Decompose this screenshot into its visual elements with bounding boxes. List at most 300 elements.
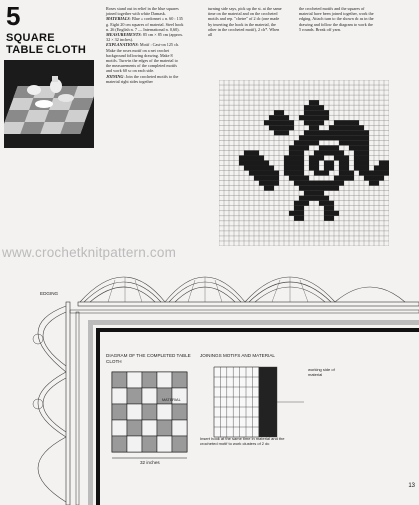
- filled-cell: [284, 155, 289, 160]
- filled-cell: [354, 160, 359, 165]
- filled-cell: [359, 130, 364, 135]
- filled-cell: [304, 130, 309, 135]
- filled-cell: [324, 181, 329, 186]
- filled-cell: [339, 155, 344, 160]
- filled-cell: [344, 120, 349, 125]
- filled-cell: [309, 135, 314, 140]
- filled-cell: [314, 171, 319, 176]
- filled-cell: [304, 191, 309, 196]
- tablecloth-square: [142, 404, 157, 420]
- filled-cell: [264, 171, 269, 176]
- tablecloth-square: [157, 436, 172, 452]
- filled-cell: [339, 181, 344, 186]
- filled-cell: [339, 120, 344, 125]
- filled-cell: [304, 140, 309, 145]
- filled-cell: [299, 150, 304, 155]
- filled-cell: [359, 145, 364, 150]
- filled-cell: [299, 196, 304, 201]
- filled-cell: [374, 166, 379, 171]
- filled-cell: [299, 216, 304, 221]
- filled-cell: [269, 166, 274, 171]
- filled-cell: [339, 160, 344, 165]
- filled-cell: [309, 115, 314, 120]
- filled-cell: [359, 166, 364, 171]
- filled-cell: [324, 160, 329, 165]
- filled-cell: [309, 186, 314, 191]
- completed-diagram-label: DIAGRAM OF THE COMPLETED TABLE CLOTH: [106, 353, 191, 364]
- filled-cell: [384, 166, 389, 171]
- filled-cell: [294, 166, 299, 171]
- filled-cell: [349, 140, 354, 145]
- filled-cell: [289, 160, 294, 165]
- filled-cell: [344, 140, 349, 145]
- filled-cell: [299, 176, 304, 181]
- tablecloth-square: [112, 372, 127, 388]
- filled-cell: [329, 150, 334, 155]
- filled-cell: [259, 176, 264, 181]
- filled-cell: [294, 171, 299, 176]
- filled-cell: [274, 130, 279, 135]
- filled-cell: [259, 181, 264, 186]
- filled-cell: [284, 160, 289, 165]
- filled-cell: [269, 120, 274, 125]
- instructions-column-2: turning side says, pick up the st. at the same time on the material and on the crocheted motifs and rep. "chetre" of 2 dc (one made by inserting the hook in the material, the other in the crocheted motif), 2 ch*. When all: [208, 6, 282, 38]
- filled-cell: [379, 160, 384, 165]
- material-label: MATERIAL: [162, 398, 181, 402]
- filled-cell: [309, 125, 314, 130]
- filled-cell: [359, 150, 364, 155]
- filled-cell: [369, 171, 374, 176]
- filled-cell: [334, 120, 339, 125]
- filled-cell: [314, 100, 319, 105]
- filled-cell: [309, 130, 314, 135]
- filled-cell: [349, 130, 354, 135]
- filled-cell: [309, 166, 314, 171]
- filled-cell: [264, 186, 269, 191]
- filled-cell: [344, 166, 349, 171]
- filled-cell: [294, 155, 299, 160]
- tablecloth-square: [127, 388, 142, 404]
- filled-cell: [314, 181, 319, 186]
- filled-cell: [284, 166, 289, 171]
- filled-cell: [249, 150, 254, 155]
- filled-cell: [354, 145, 359, 150]
- filled-cell: [354, 130, 359, 135]
- filled-cell: [304, 115, 309, 120]
- filled-cell: [344, 155, 349, 160]
- tablecloth-square: [127, 404, 142, 420]
- filled-cell: [334, 181, 339, 186]
- watermark: www.crochetknitpattern.com: [2, 245, 177, 260]
- filled-cell: [344, 135, 349, 140]
- joining-text: : Join the crocheted motifs to the material right sides together: [106, 73, 179, 84]
- filled-cell: [364, 145, 369, 150]
- filled-cell: [324, 201, 329, 206]
- filled-cell: [294, 206, 299, 211]
- filled-cell: [339, 140, 344, 145]
- filled-cell: [364, 130, 369, 135]
- filled-cell: [349, 176, 354, 181]
- filled-cell: [259, 166, 264, 171]
- photo-illustration: [4, 60, 94, 148]
- filled-cell: [349, 125, 354, 130]
- filled-cell: [254, 150, 259, 155]
- title-line-1: SQUARE: [6, 32, 55, 44]
- filled-cell: [339, 130, 344, 135]
- filled-cell: [354, 150, 359, 155]
- filled-cell: [289, 150, 294, 155]
- filled-cell: [364, 140, 369, 145]
- filled-cell: [379, 176, 384, 181]
- filled-cell: [359, 155, 364, 160]
- filled-cell: [309, 140, 314, 145]
- filled-cell: [309, 155, 314, 160]
- filled-cell: [264, 120, 269, 125]
- tablecloth-square: [127, 436, 142, 452]
- filled-cell: [324, 166, 329, 171]
- filled-cell: [239, 155, 244, 160]
- filled-cell: [324, 110, 329, 115]
- filled-cell: [324, 196, 329, 201]
- filled-cell: [304, 120, 309, 125]
- tablecloth-square: [142, 420, 157, 436]
- filled-cell: [349, 145, 354, 150]
- filled-cell: [304, 176, 309, 181]
- filled-cell: [364, 160, 369, 165]
- filled-cell: [379, 166, 384, 171]
- filled-cell: [284, 115, 289, 120]
- filled-cell: [339, 176, 344, 181]
- filled-cell: [329, 166, 334, 171]
- filled-cell: [274, 125, 279, 130]
- filled-cell: [364, 166, 369, 171]
- rose-filet-chart: [219, 80, 389, 246]
- filled-cell: [324, 115, 329, 120]
- filled-cell: [319, 181, 324, 186]
- filled-cell: [324, 130, 329, 135]
- filled-cell: [254, 166, 259, 171]
- filled-cell: [279, 120, 284, 125]
- filled-cell: [294, 176, 299, 181]
- filled-cell: [309, 120, 314, 125]
- filled-cell: [289, 145, 294, 150]
- filled-cell: [334, 211, 339, 216]
- filled-cell: [354, 166, 359, 171]
- insert-note: Insert hook at the same time in material and the crocheted motif to work clusters of 2 dc: [200, 436, 285, 446]
- filled-cell: [324, 186, 329, 191]
- filled-cell: [269, 186, 274, 191]
- filled-cell: [264, 160, 269, 165]
- filled-cell: [294, 216, 299, 221]
- filled-cell: [349, 135, 354, 140]
- filled-cell: [324, 216, 329, 221]
- filled-cell: [319, 186, 324, 191]
- filled-cell: [294, 181, 299, 186]
- filled-cell: [329, 211, 334, 216]
- filled-cell: [309, 160, 314, 165]
- filled-cell: [294, 211, 299, 216]
- filled-cell: [374, 176, 379, 181]
- filled-cell: [299, 135, 304, 140]
- filled-cell: [299, 155, 304, 160]
- tablecloth-square: [172, 372, 187, 388]
- filled-cell: [319, 171, 324, 176]
- filled-cell: [304, 110, 309, 115]
- tablecloth-square: [172, 436, 187, 452]
- filled-cell: [359, 160, 364, 165]
- filled-cell: [294, 201, 299, 206]
- filled-cell: [339, 150, 344, 155]
- tablecloth-square: [157, 372, 172, 388]
- joinings-label: JOININGS MOTIFS AND MATERIAL: [200, 353, 275, 358]
- tablecloth-square: [112, 388, 127, 404]
- filled-cell: [289, 120, 294, 125]
- filled-cell: [329, 145, 334, 150]
- filled-cell: [304, 135, 309, 140]
- filled-cell: [244, 150, 249, 155]
- filled-cell: [319, 115, 324, 120]
- filled-cell: [334, 125, 339, 130]
- filled-cell: [329, 181, 334, 186]
- filled-cell: [314, 115, 319, 120]
- filled-cell: [304, 145, 309, 150]
- title-line-2: TABLE CLOTH: [6, 44, 87, 56]
- tablecloth-square: [127, 372, 142, 388]
- filled-cell: [319, 105, 324, 110]
- filled-cell: [299, 186, 304, 191]
- filled-cell: [299, 201, 304, 206]
- filled-cell: [269, 181, 274, 186]
- filled-cell: [324, 135, 329, 140]
- filled-cell: [309, 110, 314, 115]
- filled-cell: [294, 145, 299, 150]
- materials-text: : Blue « cordonnet » n. 60 : 135 g. Eight 20 cm squares of material. Steel hook n. 26 (English n. 7 — International n. 0,60).: [106, 16, 184, 32]
- filled-cell: [319, 135, 324, 140]
- materials-heading: MATERIALS: [106, 16, 130, 22]
- filled-cell: [324, 171, 329, 176]
- tablecloth-square: [172, 404, 187, 420]
- measurements-heading: MEASUREMENTS: [106, 32, 141, 38]
- filled-cell: [299, 145, 304, 150]
- filled-cell: [354, 140, 359, 145]
- filled-cell: [334, 186, 339, 191]
- filled-cell: [279, 110, 284, 115]
- filled-cell: [274, 120, 279, 125]
- filled-cell: [334, 135, 339, 140]
- filled-cell: [359, 135, 364, 140]
- tablecloth-square: [142, 372, 157, 388]
- filled-cell: [359, 140, 364, 145]
- pattern-number: 5: [6, 1, 21, 31]
- filled-cell: [329, 135, 334, 140]
- filled-cell: [314, 105, 319, 110]
- filled-cell: [329, 130, 334, 135]
- filled-cell: [254, 155, 259, 160]
- filled-cell: [329, 216, 334, 221]
- filled-cell: [374, 181, 379, 186]
- filled-cell: [249, 166, 254, 171]
- filled-cell: [314, 120, 319, 125]
- filled-cell: [344, 125, 349, 130]
- filled-cell: [284, 120, 289, 125]
- filled-cell: [274, 115, 279, 120]
- tablecloth-square: [112, 436, 127, 452]
- filled-cell: [314, 135, 319, 140]
- filled-cell: [354, 135, 359, 140]
- filled-cell: [264, 181, 269, 186]
- filled-cell: [289, 125, 294, 130]
- filled-cell: [314, 186, 319, 191]
- filled-cell: [354, 155, 359, 160]
- filled-cell: [339, 166, 344, 171]
- filled-cell: [349, 120, 354, 125]
- tablecloth-square: [112, 420, 127, 436]
- filled-cell: [364, 135, 369, 140]
- filled-cell: [314, 196, 319, 201]
- filled-cell: [284, 125, 289, 130]
- filled-cell: [319, 150, 324, 155]
- filled-cell: [289, 155, 294, 160]
- filled-cell: [294, 140, 299, 145]
- filled-cell: [319, 196, 324, 201]
- filled-cell: [294, 160, 299, 165]
- filled-cell: [299, 166, 304, 171]
- filled-cell: [254, 160, 259, 165]
- filled-cell: [364, 171, 369, 176]
- filled-cell: [289, 171, 294, 176]
- filled-cell: [254, 171, 259, 176]
- filled-cell: [349, 171, 354, 176]
- filled-cell: [369, 176, 374, 181]
- working-side-note: working side of material: [308, 367, 335, 377]
- tablecloth-square: [157, 404, 172, 420]
- filled-cell: [249, 160, 254, 165]
- filled-cell: [269, 115, 274, 120]
- filled-cell: [304, 105, 309, 110]
- tablecloth-square: [142, 388, 157, 404]
- filled-cell: [279, 125, 284, 130]
- filled-cell: [329, 186, 334, 191]
- tablecloth-square: [142, 436, 157, 452]
- filled-cell: [314, 125, 319, 130]
- filled-cell: [244, 160, 249, 165]
- filled-cell: [334, 176, 339, 181]
- filled-cell: [294, 150, 299, 155]
- filled-cell: [334, 130, 339, 135]
- filled-cell: [319, 201, 324, 206]
- filled-cell: [304, 186, 309, 191]
- filled-cell: [314, 191, 319, 196]
- filled-cell: [239, 160, 244, 165]
- filled-cell: [369, 181, 374, 186]
- filled-cell: [329, 206, 334, 211]
- tablecloth-square: [127, 420, 142, 436]
- filled-cell: [319, 155, 324, 160]
- edging-diagram: [0, 262, 419, 505]
- instructions-column-1: [106, 6, 184, 84]
- filled-cell: [274, 171, 279, 176]
- tablecloth-square: [172, 420, 187, 436]
- filled-cell: [379, 171, 384, 176]
- filled-cell: [339, 171, 344, 176]
- filled-cell: [289, 211, 294, 216]
- measurements-text: : 85 cm × 85 cm (approx. 32 × 32 inches).: [106, 32, 184, 43]
- filled-cell: [289, 166, 294, 171]
- filled-cell: [269, 171, 274, 176]
- filled-cell: [364, 155, 369, 160]
- filled-cell: [299, 206, 304, 211]
- filled-cell: [344, 176, 349, 181]
- filled-cell: [304, 196, 309, 201]
- filled-cell: [314, 150, 319, 155]
- filled-cell: [244, 155, 249, 160]
- folio: 13: [408, 483, 415, 489]
- instructions-column-3: the crocheted motifs and the squares of material have been joined together, work the edging. Attach turn to the shown dc as in the drawing and follow the diagram to work the 5 rounds. Break off yarn.: [299, 6, 374, 32]
- explanations-text: : Motif : Cast-on 125 ch. Make the roses motif on a net crochet background following drawing. Make 8 motifs. Turn-in the edges of the material to the measurements of the completed motifs and work 60 sc on each side.: [106, 42, 180, 74]
- filled-cell: [284, 171, 289, 176]
- filled-cell: [299, 171, 304, 176]
- filled-cell: [339, 125, 344, 130]
- filled-cell: [359, 171, 364, 176]
- filled-cell: [259, 155, 264, 160]
- filled-cell: [314, 140, 319, 145]
- filled-cell: [319, 130, 324, 135]
- filled-cell: [314, 160, 319, 165]
- tablecloth-photo: [4, 60, 94, 148]
- explanations-heading: EXPLANATIONS: [106, 42, 138, 48]
- filled-cell: [259, 171, 264, 176]
- filled-cell: [334, 155, 339, 160]
- filled-cell: [274, 181, 279, 186]
- filled-cell: [324, 145, 329, 150]
- tablecloth-square: [112, 404, 127, 420]
- filled-cell: [309, 181, 314, 186]
- pattern-title: [6, 32, 86, 56]
- filled-cell: [314, 130, 319, 135]
- filled-cell: [254, 176, 259, 181]
- filled-cell: [339, 135, 344, 140]
- filled-cell: [344, 130, 349, 135]
- filled-cell: [334, 150, 339, 155]
- filled-cell: [334, 145, 339, 150]
- filled-cell: [249, 171, 254, 176]
- filled-cell: [309, 100, 314, 105]
- filled-cell: [329, 125, 334, 130]
- filled-cell: [344, 171, 349, 176]
- filled-cell: [289, 176, 294, 181]
- filled-cell: [319, 145, 324, 150]
- filled-cell: [384, 171, 389, 176]
- filled-cell: [319, 110, 324, 115]
- edging-label: EDGING: [40, 291, 59, 296]
- filled-cell: [299, 115, 304, 120]
- filled-cell: [329, 201, 334, 206]
- filled-cell: [269, 176, 274, 181]
- joining-heading: JOINING: [106, 73, 124, 79]
- filled-cell: [299, 160, 304, 165]
- filled-cell: [314, 110, 319, 115]
- filled-cell: [274, 110, 279, 115]
- filled-cell: [249, 155, 254, 160]
- filled-cell: [274, 176, 279, 181]
- filled-cell: [299, 181, 304, 186]
- filled-cell: [309, 191, 314, 196]
- filled-cell: [359, 125, 364, 130]
- tablecloth-square: [157, 420, 172, 436]
- filled-cell: [264, 166, 269, 171]
- filled-cell: [364, 176, 369, 181]
- filled-cell: [299, 140, 304, 145]
